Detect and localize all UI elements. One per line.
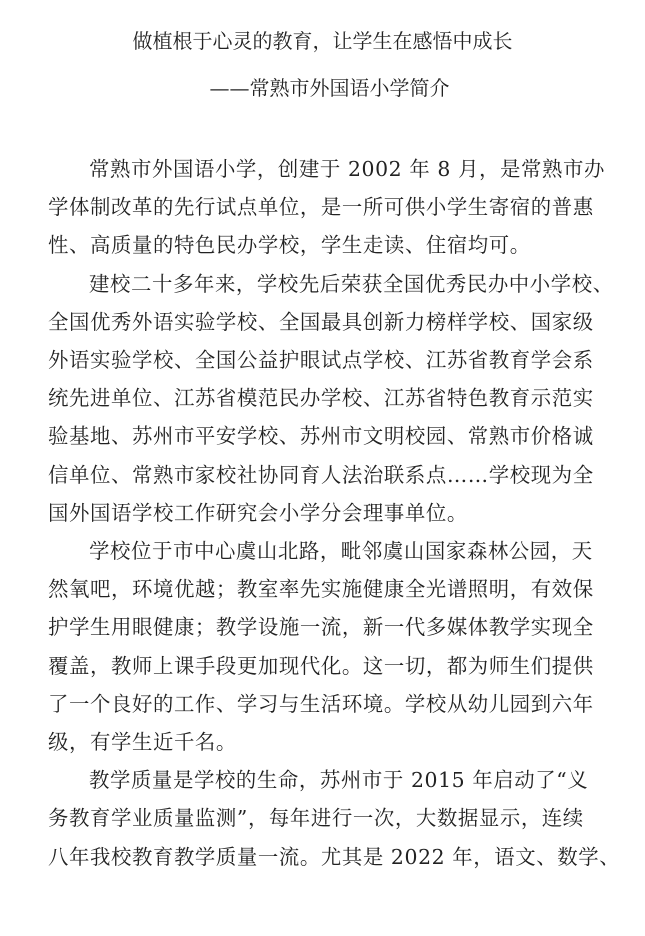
paragraph-line: 建校二十多年来，学校先后荣获全国优秀民办中小学校、 xyxy=(89,271,614,296)
paragraph-line: 验基地、苏州市平安学校、苏州市文明校园、常熟市价格诚 xyxy=(48,424,594,449)
paragraph-line: 外语实验学校、全国公益护眼试点学校、江苏省教育学会系 xyxy=(48,348,594,373)
paragraph-line: 教学质量是学校的生命，苏州市于 2015 年启动了“义 xyxy=(89,768,589,793)
paragraph-line: 级，有学生近千名。 xyxy=(48,730,237,755)
document-subtitle: ——常熟市外国语小学简介 xyxy=(209,76,450,100)
document-body xyxy=(48,150,621,876)
paragraph-line: 常熟市外国语小学，创建于 2002 年 8 月，是常熟市办 xyxy=(89,157,606,181)
paragraph-honors xyxy=(48,265,614,532)
paragraph-line: 全国优秀外语实验学校、全国最具创新力榜样学校、国家级 xyxy=(48,309,594,334)
paragraph-line: 护学生用眼健康；教学设施一流，新一代多媒体教学实现全 xyxy=(48,615,594,640)
paragraph-line: 统先进单位、江苏省模范民办学校、江苏省特色教育示范实 xyxy=(48,386,594,411)
paragraph-line: 性、高质量的特色民办学校，学生走读、住宿均可。 xyxy=(48,233,531,258)
paragraph-line: 学校位于市中心虞山北路，毗邻虞山国家森林公园，天 xyxy=(89,539,593,564)
paragraph-line: 务教育学业质量监测”，每年进行一次，大数据显示，连续 xyxy=(48,806,584,831)
paragraph-line: 国外国语学校工作研究会小学分会理事单位。 xyxy=(48,500,468,525)
paragraph-founding xyxy=(48,150,606,265)
paragraph-location xyxy=(48,532,594,761)
paragraph-line: 八年我校教育教学质量一流。尤其是 2022 年，语文、数学、 xyxy=(48,844,621,869)
paragraph-line: 信单位、常熟市家校社协同育人法治联系点……学校现为全 xyxy=(48,462,594,487)
paragraph-line: 学体制改革的先行试点单位，是一所可供小学生寄宿的普惠 xyxy=(48,195,594,220)
paragraph-quality xyxy=(48,761,621,876)
document-title: 做植根于心灵的教育，让学生在感悟中成长 xyxy=(132,29,513,53)
paragraph-line: 覆盖，教师上课手段更加现代化。这一切，都为师生们提供 xyxy=(48,653,594,678)
paragraph-line: 然氧吧，环境优越；教室率先实施健康全光谱照明，有效保 xyxy=(48,577,594,602)
paragraph-line: 了一个良好的工作、学习与生活环境。学校从幼儿园到六年 xyxy=(48,691,594,716)
